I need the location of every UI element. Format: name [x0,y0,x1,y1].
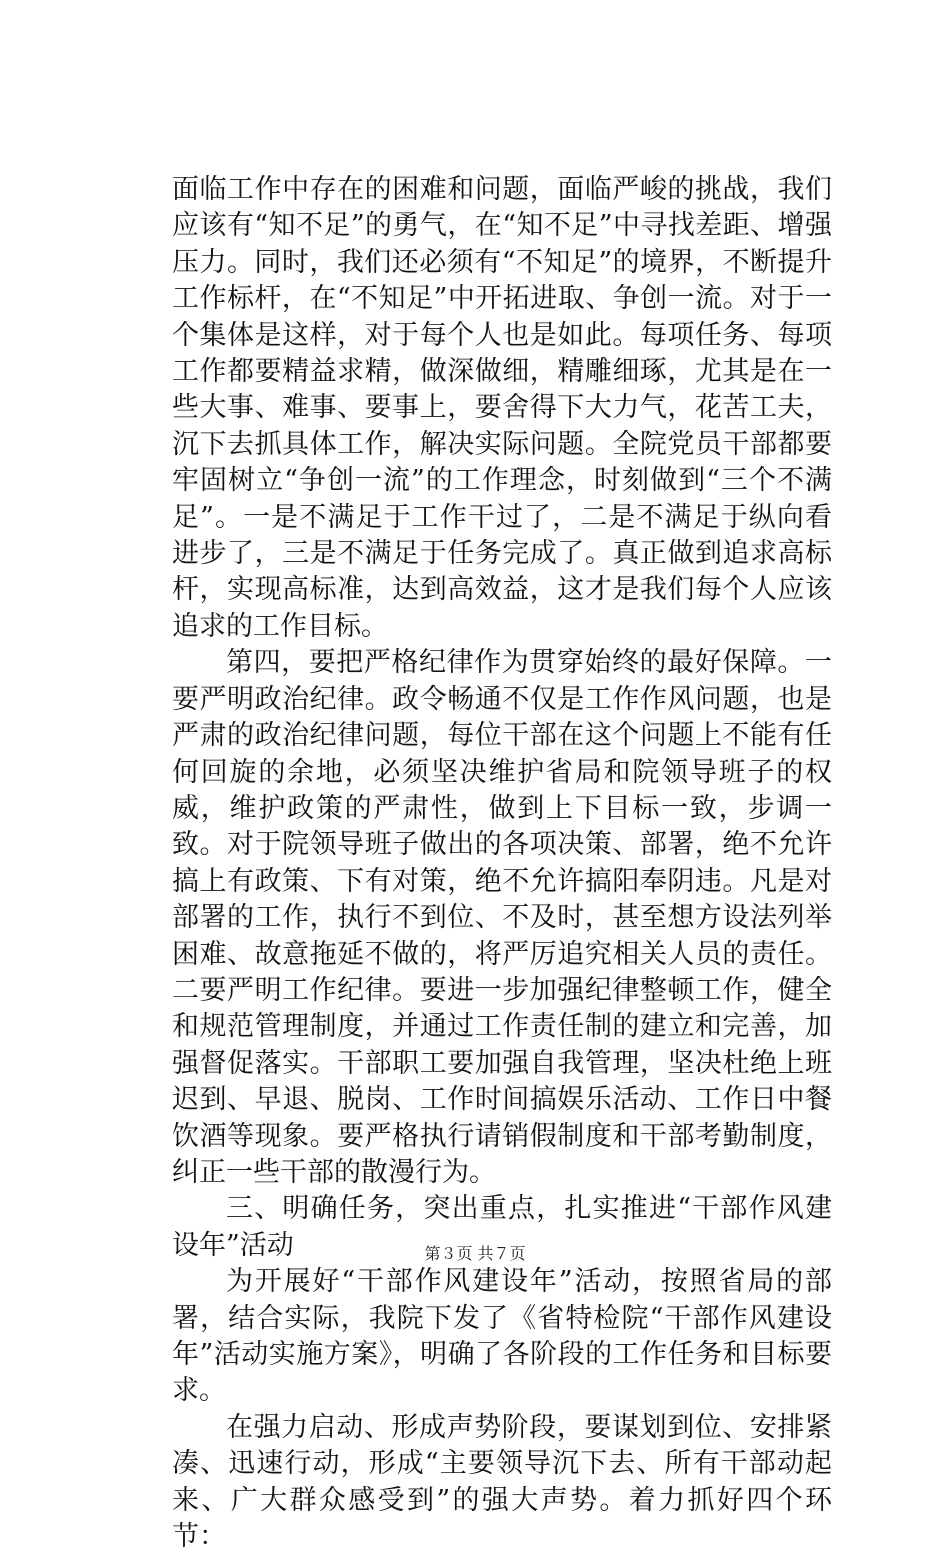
paragraph-5: 在强力启动、形成声势阶段，要谋划到位、安排紧凑、迅速行动，形成“主要领导沉下去、所有干部动起来、广大群众感受到”的强大声势。着力抓好四个环节： [172,1411,832,1553]
paragraph-2: 第四，要把严格纪律作为贯穿始终的最好保障。一要严明政治纪律。政令畅通不仅是工作作风问题，也是严肃的政治纪律问题，每位干部在这个问题上不能有任何回旋的余地，必须坚决维护省局和院领导班子的权威，维护政策的严肃性，做到上下目标一致，步调一致。对于院领导班子做出的各项决策、部署，绝不允许搞上有政策、下有对策，绝不允许搞阳奉阴违。凡是对部署的工作，执行不到位、不及时，甚至想方设法列举困难、故意拖延不做的，将严厉追究相关人员的责任。二要严明工作纪律。要进一步加强纪律整顿工作，健全和规范管理制度，并通过工作责任制的建立和完善，加强督促落实。干部职工要加强自我管理，坚决杜绝上班迟到、早退、脱岗、工作时间搞娱乐活动、工作日中餐饮酒等现象。要严格执行请销假制度和干部考勤制度，纠正一些干部的散漫行为。 [172,647,832,1188]
paragraph-1: 面临工作中存在的困难和问题，面临严峻的挑战，我们应该有“知不足”的勇气，在“知不足”中寻找差距、增强压力。同时，我们还必须有“不知足”的境界，不断提升工作标杆，在“不知足”中开拓进取、争创一流。对于一个集体是这样，对于每个人也是如此。每项任务、每项工作都要精益求精，做深做细，精雕细琢，尤其是在一些大事、难事、要事上，要舍得下大力气，花苦工夫，沉下去抓具体工作，解决实际问题。全院党员干部都要牢固树立“争创一流”的工作理念，时刻做到“三个不满足”。一是不满足于工作干过了，二是不满足于纵向看进步了，三是不满足于任务完成了。真正做到追求高标杆，实现高标准，达到高效益，这才是我们每个人应该追求的工作目标。 [172,174,832,642]
document-body [172,172,832,1555]
paragraph-4: 为开展好“干部作风建设年”活动，按照省局的部署，结合实际，我院下发了《省特检院“干部作风建设年”活动实施方案》，明确了各阶段的工作任务和目标要求。 [172,1266,832,1407]
page-footer: 第３页 共７页 [424,1244,526,1263]
section-heading-3: 三、明确任务，突出重点，扎实推进“干部作风建设年”活动 [172,1193,832,1261]
